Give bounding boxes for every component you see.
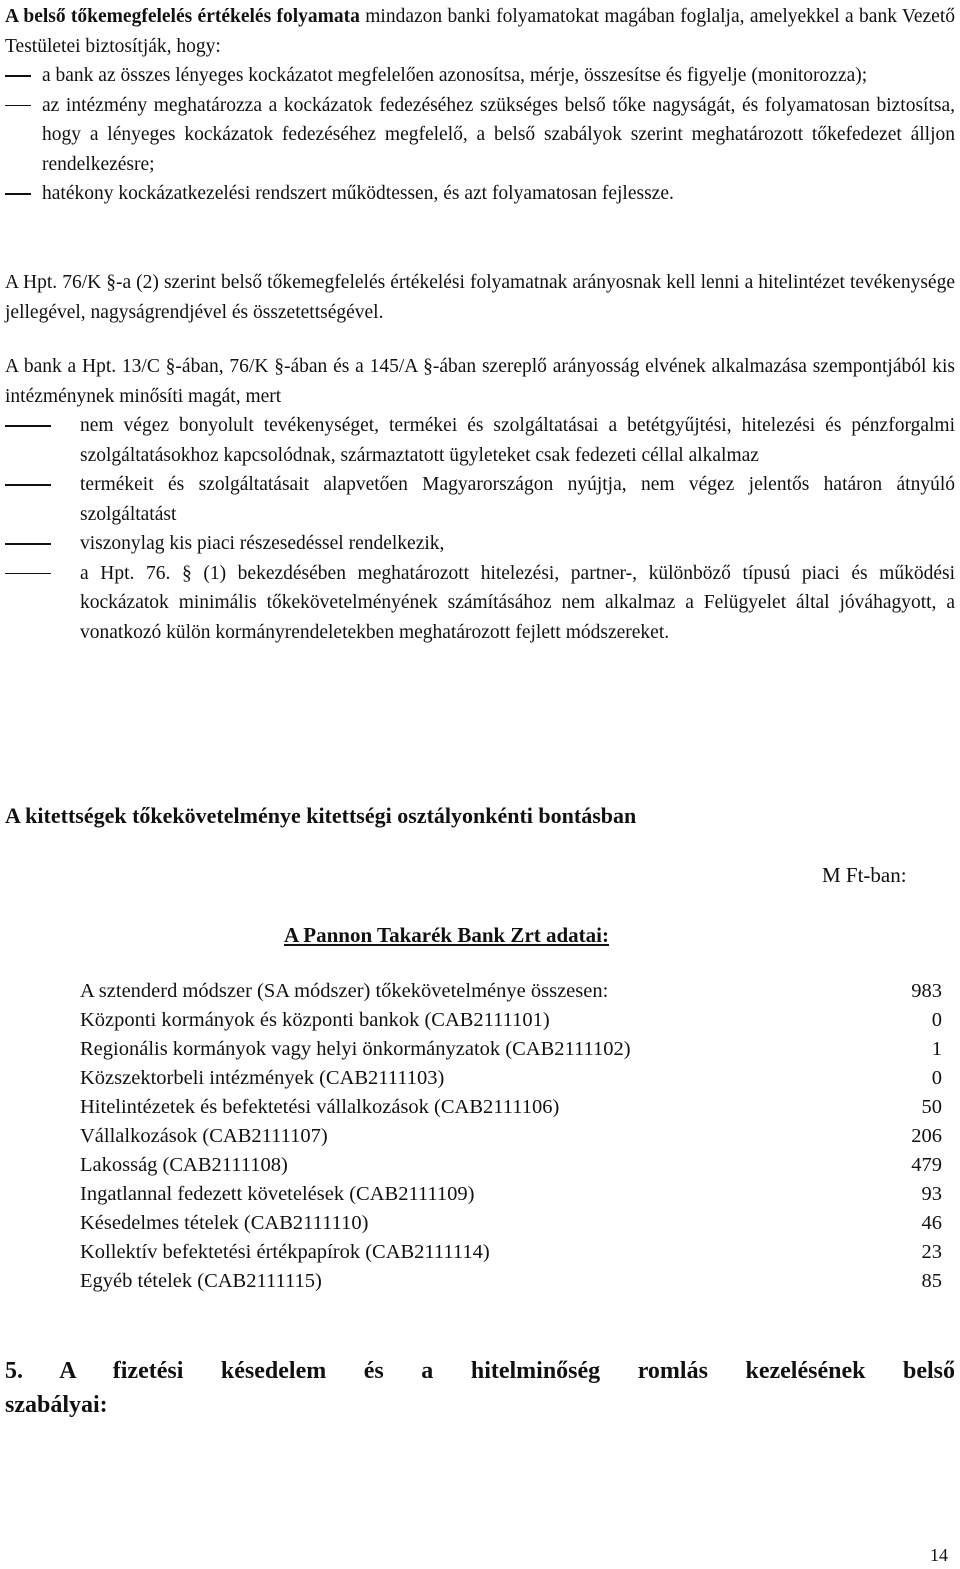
list-item: viszonylag kis piaci részesedéssel rendelkezik, [5, 529, 955, 559]
table-row: Késedelmes tételek (CAB2111110) 46 [80, 1212, 942, 1234]
dash-bullet-icon [5, 193, 31, 195]
list-item: hatékony kockázatkezelési rendszert működtessen, és azt folyamatosan fejlessze. [5, 179, 955, 209]
list-item: a bank az összes lényeges kockázatot megfelelően azonosítsa, mérje, összesítse és figyelje (monitorozza); [5, 61, 955, 91]
table-row: A sztenderd módszer (SA módszer) tőkekövetelménye összesen: 983 [80, 980, 942, 1002]
table-row: Regionális kormányok vagy helyi önkormányzatok (CAB2111102) 1 [80, 1038, 942, 1060]
dash-bullet-icon [5, 484, 51, 486]
list-item: a Hpt. 76. § (1) bekezdésében meghatározott hitelezési, partner-, különböző típusú piaci és működési kockázatok minimális tőkekövetelményének számításához nem alkalmaz a Felügyelet által jóváhagyott, a vonatkozó külön kormányrendeletekben meghatározott fejlett módszereket. [5, 559, 955, 648]
capital-requirement-table [80, 977, 942, 1296]
dash-bullet-icon [5, 105, 31, 107]
section-title: A kitettségek tőkekövetelménye kitettségi osztályonkénti bontásban [5, 803, 637, 828]
list-item: nem végez bonyolult tevékenységet, termékei és szolgáltatásai a betétgyűjtési, hitelezési és pénzforgalmi szolgáltatásokhoz kapcsolódnak, származtatott ügyleteket csak fedezeti céllal alkalmaz [5, 411, 955, 470]
intro-paragraph [5, 2, 955, 61]
intro-rest: mindazon banki folyamatokat magában foglalja, amelyekkel a bank Vezető Testületei biztosítják, hogy: [5, 6, 955, 57]
table-row: Ingatlannal fedezett követelések (CAB2111109) 93 [80, 1183, 942, 1205]
bank-paragraph: A bank a Hpt. 13/C §-ában, 76/K §-ában és a 145/A §-ában szereplő arányosság elvének alkalmazása szempontjából kis intézménynek minősíti magát, mert [5, 356, 955, 407]
section-5-heading: 5. A fizetési késedelem és a hitelminőség romlás kezelésének belső [5, 1358, 955, 1384]
table-row: Egyéb tételek (CAB2111115) 85 [80, 1270, 942, 1292]
list-item: az intézmény meghatározza a kockázatok fedezéséhez szükséges belső tőke nagyságát, és folyamatosan biztosítsa, hogy a lényeges kockázatok fedezéséhez megfelelő, a belső szabályok szerint meghatározott tőkefedezet álljon rendelkezésre; [5, 91, 955, 180]
table-row: Közszektorbeli intézmények (CAB2111103) 0 [80, 1067, 942, 1089]
table-row: Hitelintézetek és befektetési vállalkozások (CAB2111106) 50 [80, 1096, 942, 1118]
dash-bullet-icon [5, 543, 51, 545]
dash-bullet-icon [5, 75, 31, 77]
unit-label: M Ft-ban: [822, 863, 907, 887]
page-number: 14 [930, 1545, 948, 1565]
intro-bold-lead: A belső tőkemegfelelés értékelés folyamata [5, 6, 360, 27]
list-item: termékeit és szolgáltatásait alapvetően Magyarországon nyújtja, nem végez jelentős határon átnyúló szolgáltatást [5, 470, 955, 529]
table-row: Kollektív befektetési értékpapírok (CAB2111114) 23 [80, 1241, 942, 1263]
table-row: Lakosság (CAB2111108) 479 [80, 1154, 942, 1176]
dash-bullet-icon [5, 425, 51, 427]
table-row: Központi kormányok és központi bankok (CAB2111101) 0 [80, 1009, 942, 1031]
table-row: Vállalkozások (CAB2111107) 206 [80, 1125, 942, 1147]
bank-title: A Pannon Takarék Bank Zrt adatai: [284, 923, 610, 947]
section-5-heading-continued: szabályai: [5, 1392, 108, 1418]
hpt-paragraph: A Hpt. 76/K §-a (2) szerint belső tőkemegfelelés értékelési folyamatnak arányosnak kell lenni a hitelintézet tevékenysége jellegével, nagyságrendjével és összetettségével. [5, 272, 955, 323]
bank-bullet-list [5, 411, 955, 647]
intro-bullet-list [5, 61, 955, 209]
dash-bullet-icon [5, 573, 51, 575]
